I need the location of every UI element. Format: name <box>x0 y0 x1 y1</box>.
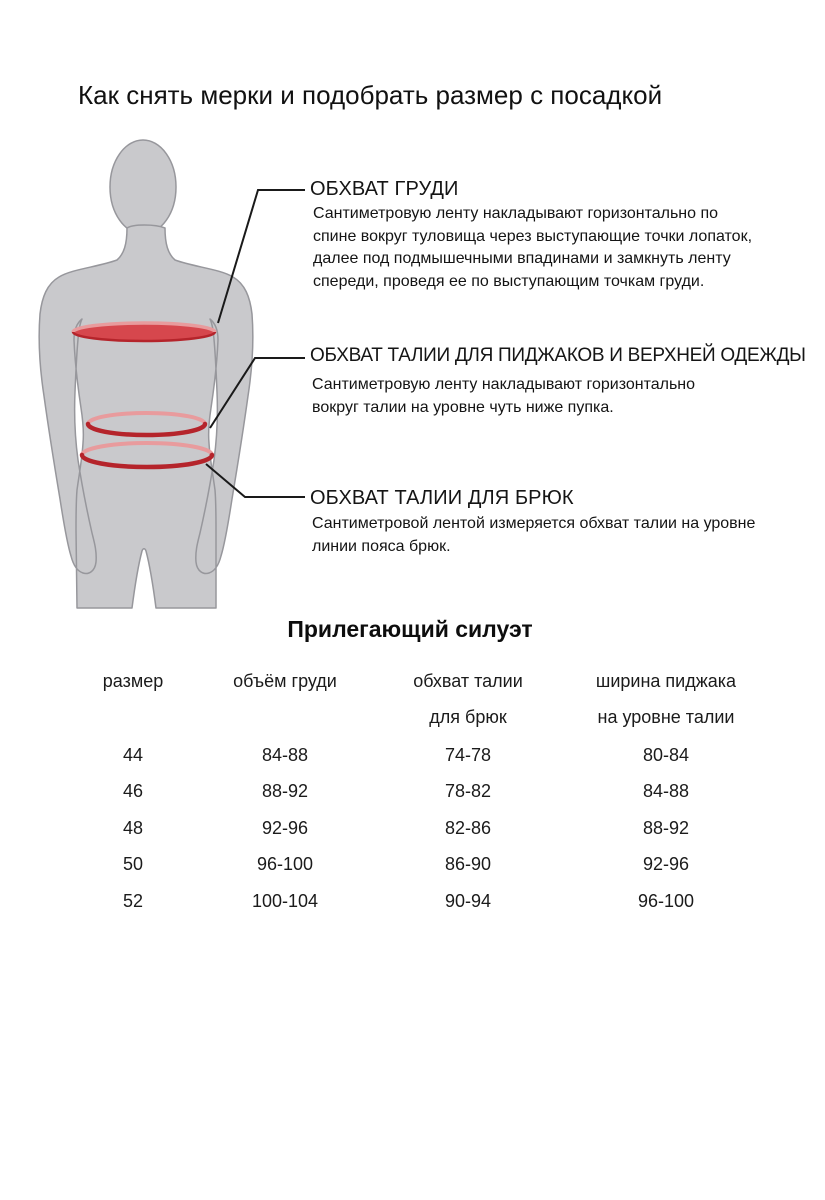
waist-range: 82-86 <box>444 817 492 838</box>
col-header-chest-line2 <box>206 699 364 735</box>
jacket-waist-description: Сантиметровую ленту накладывают горизонтально вокруг талии на уровне чуть ниже пупка. <box>312 376 696 416</box>
chest-range: 100-104 <box>251 890 319 911</box>
size-table-title: Прилегающий силуэт <box>287 616 533 642</box>
waist-range: 78-82 <box>444 781 492 802</box>
page-title: Как снять мерки и подобрать размер с посадкой <box>78 80 663 110</box>
chest-range: 92-96 <box>261 817 309 838</box>
chest-range: 84-88 <box>261 744 309 765</box>
col-header-size: размер <box>102 670 164 691</box>
trouser-waist-heading: ОБХВАТ ТАЛИИ ДЛЯ БРЮК <box>310 487 574 509</box>
chest-range: 96-100 <box>256 854 314 875</box>
jacket-waist-heading: ОБХВАТ ТАЛИИ ДЛЯ ПИДЖАКОВ И ВЕРХНЕЙ ОДЕЖДЫ <box>310 345 806 366</box>
jacket-width-range: 84-88 <box>642 781 690 802</box>
size-value: 48 <box>122 817 144 838</box>
col-header-size-line2 <box>60 699 206 735</box>
chest-heading: ОБХВАТ ГРУДИ <box>310 178 459 200</box>
jacket-width-range: 88-92 <box>642 817 690 838</box>
trouser-waist-description: Сантиметровой лентой измеряется обхват талии на уровне линии пояса брюк. <box>312 515 756 555</box>
male-silhouette-figure <box>20 130 310 610</box>
jacket-width-range: 80-84 <box>642 744 690 765</box>
col-header-jacket-width-line1: ширина пиджака <box>595 670 737 691</box>
col-header-jacket-width-line2: на уровне талии <box>597 706 735 727</box>
size-value: 52 <box>122 890 144 911</box>
silhouette-head <box>110 140 176 234</box>
chest-measure-band <box>73 323 215 341</box>
waist-range: 86-90 <box>444 854 492 875</box>
jacket-width-range: 96-100 <box>637 890 695 911</box>
chest-range: 88-92 <box>261 781 309 802</box>
col-header-waist-trousers-line2: для брюк <box>429 706 507 727</box>
size-table-header <box>60 663 760 735</box>
chest-description: Сантиметровую ленту накладывают горизонтально по спине вокруг туловища через выступающие точки лопаток, далее под подмышечными впадинами и замкнуть ленту спереди, проведя ее по выступающим точкам груди. <box>313 205 753 290</box>
waist-range: 74-78 <box>444 744 492 765</box>
waist-range: 90-94 <box>444 890 492 911</box>
size-table-body <box>60 737 760 920</box>
size-value: 46 <box>122 781 144 802</box>
size-value: 50 <box>122 854 144 875</box>
col-header-chest: объём груди <box>233 670 337 691</box>
silhouette-body <box>39 225 253 608</box>
col-header-waist-trousers-line1: обхват талии <box>413 670 523 691</box>
jacket-width-range: 92-96 <box>642 854 690 875</box>
size-value: 44 <box>122 744 144 765</box>
measurement-diagram <box>20 130 310 610</box>
